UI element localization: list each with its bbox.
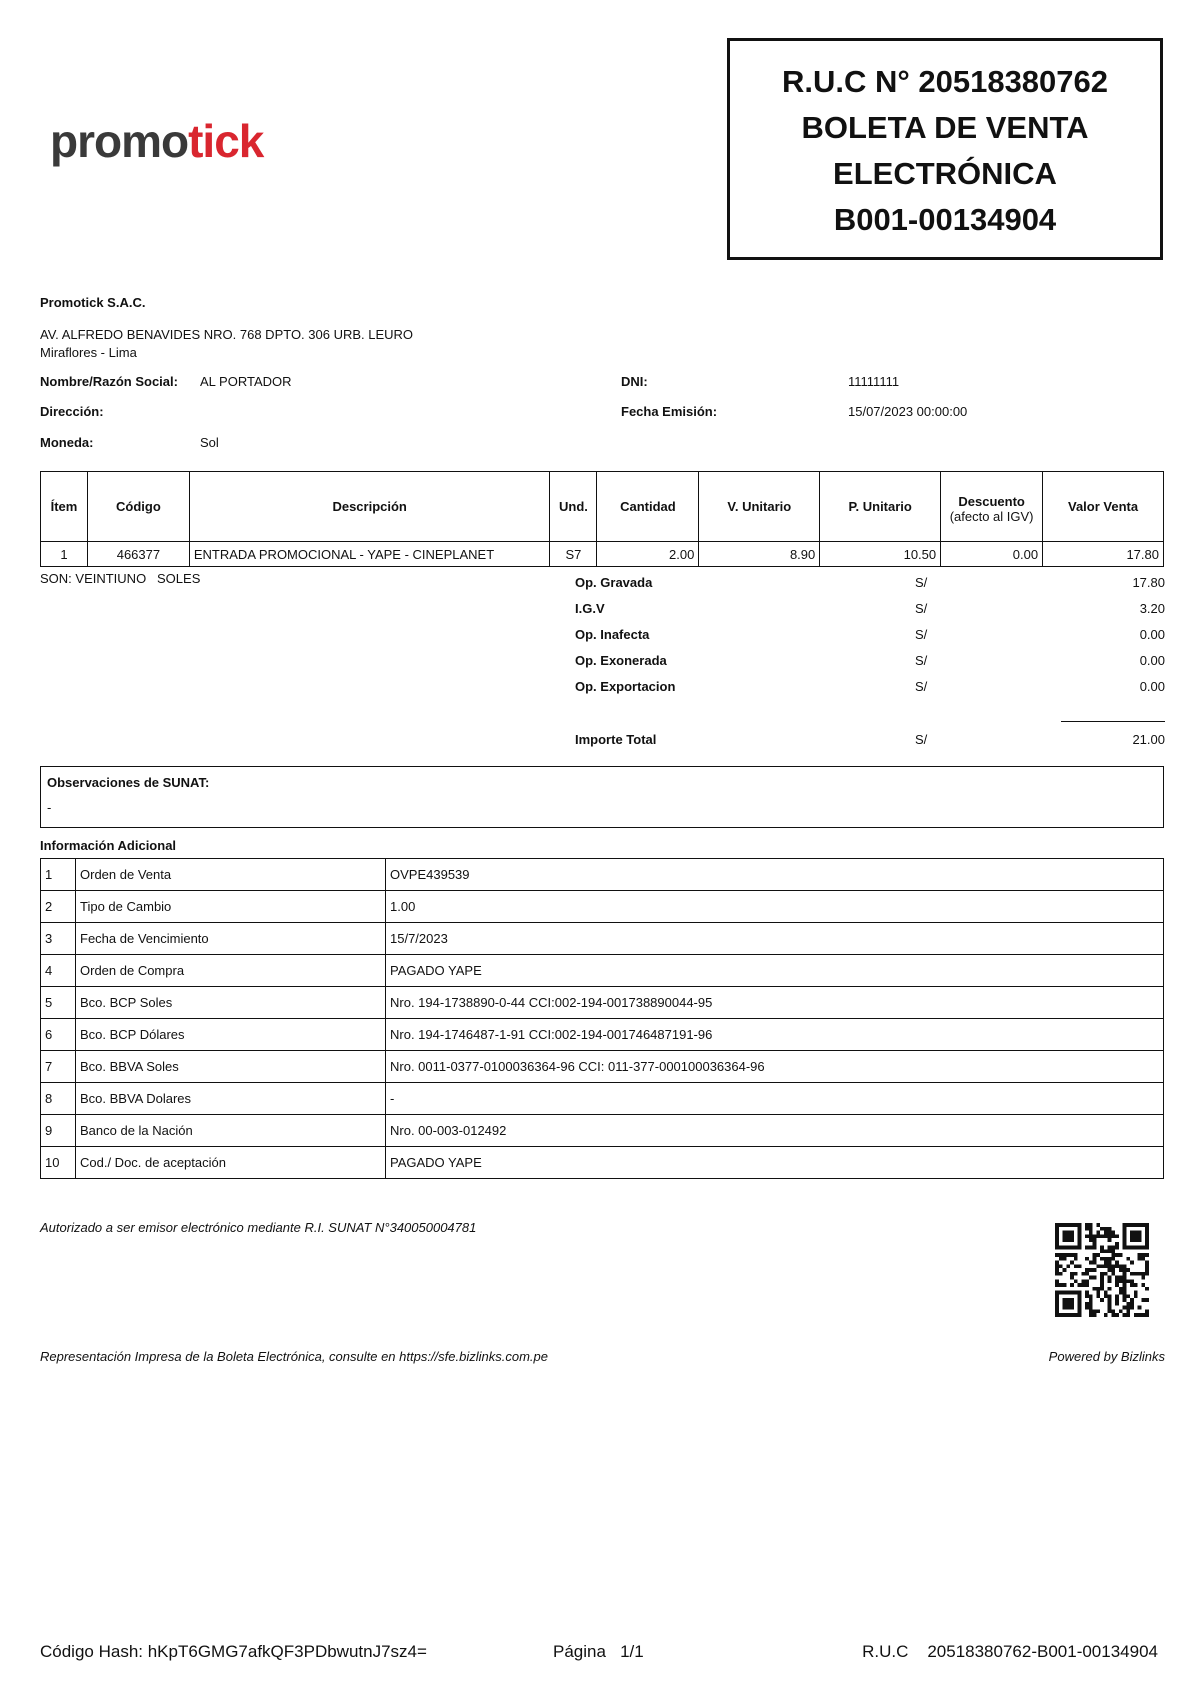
info-value: PAGADO YAPE (386, 1147, 1164, 1179)
total-amount-currency: S/ (915, 732, 928, 747)
promotick-logo (50, 115, 264, 167)
table-row (41, 1083, 1164, 1115)
total-value: 3.20 (1139, 601, 1165, 616)
currency-label: Moneda: (40, 435, 94, 450)
issuer-name: Promotick S.A.C. (40, 295, 146, 310)
total-row-op-gravada (575, 575, 1165, 597)
total-currency: S/ (915, 601, 928, 616)
info-num: 2 (41, 891, 76, 923)
total-value: 17.80 (1132, 575, 1165, 590)
total-label: I.G.V (575, 601, 605, 616)
customer-name-label: Nombre/Razón Social: (40, 374, 178, 389)
issuer-address-1: AV. ALFREDO BENAVIDES NRO. 768 DPTO. 306 URB. LEURO (40, 327, 414, 342)
col-header-discount (941, 472, 1043, 542)
info-value: Nro. 0011-0377-0100036364-96 CCI: 011-377-000100036364-96 (386, 1051, 1164, 1083)
total-value: 0.00 (1139, 653, 1165, 668)
cell-unit-value: 8.90 (699, 542, 820, 567)
table-row (41, 1051, 1164, 1083)
info-label: Bco. BCP Soles (76, 987, 386, 1019)
col-header-item: Ítem (41, 472, 88, 542)
table-row (41, 1147, 1164, 1179)
info-num: 1 (41, 859, 76, 891)
doc-type-line-2: ELECTRÓNICA (833, 156, 1057, 191)
discount-header-label: Descuento (958, 494, 1025, 509)
powered-by: Powered by Bizlinks (1048, 1349, 1165, 1364)
info-label: Tipo de Cambio (76, 891, 386, 923)
doc-type-line-1: BOLETA DE VENTA (801, 110, 1089, 145)
info-value: - (386, 1083, 1164, 1115)
col-header-unit: Und. (550, 472, 597, 542)
observations-value: - (47, 800, 52, 815)
issuer-address-2: Miraflores - Lima (40, 345, 137, 360)
items-table (40, 471, 1164, 567)
total-label: Op. Gravada (575, 575, 653, 590)
info-value: 15/7/2023 (386, 923, 1164, 955)
address-label: Dirección: (40, 404, 104, 419)
footer-hash: Código Hash: hKpT6GMG7afkQF3PDbwutnJ7sz4= (40, 1642, 427, 1661)
total-value: 0.00 (1139, 627, 1165, 642)
info-label: Bco. BBVA Dolares (76, 1083, 386, 1115)
col-header-quantity: Cantidad (597, 472, 699, 542)
amount-in-words: SON: VEINTIUNO SOLES (40, 571, 201, 586)
observations-title: Observaciones de SUNAT: (47, 775, 210, 790)
ruc-box (727, 38, 1163, 260)
date-value: 15/07/2023 00:00:00 (848, 404, 968, 419)
cell-item: 1 (41, 542, 88, 567)
doc-number: B001-00134904 (833, 202, 1057, 237)
table-row (41, 1019, 1164, 1051)
total-row-op-inafecta (575, 627, 1165, 649)
info-num: 8 (41, 1083, 76, 1115)
info-num: 9 (41, 1115, 76, 1147)
currency-value: Sol (200, 435, 219, 450)
info-value: Nro. 194-1738890-0-44 CCI:002-194-001738890044-95 (386, 987, 1164, 1019)
representation-note: Representación Impresa de la Boleta Electrónica, consulte en https://sfe.bizlinks.com.pe (40, 1349, 548, 1364)
total-label: Op. Exportacion (575, 679, 676, 694)
info-num: 5 (41, 987, 76, 1019)
col-header-code: Código (87, 472, 189, 542)
col-header-description: Descripción (189, 472, 550, 542)
logo-text-part2: tick (188, 115, 264, 167)
info-num: 6 (41, 1019, 76, 1051)
table-row (41, 891, 1164, 923)
items-header-row (41, 472, 1164, 542)
table-row (41, 955, 1164, 987)
info-label: Orden de Venta (76, 859, 386, 891)
col-header-unit-price: P. Unitario (820, 472, 941, 542)
total-value: 0.00 (1139, 679, 1165, 694)
info-label: Cod./ Doc. de aceptación (76, 1147, 386, 1179)
cell-code: 466377 (87, 542, 189, 567)
total-label: Op. Exonerada (575, 653, 667, 668)
table-row (41, 542, 1164, 567)
col-header-sale-value: Valor Venta (1043, 472, 1164, 542)
col-header-unit-value: V. Unitario (699, 472, 820, 542)
date-label: Fecha Emisión: (621, 404, 718, 419)
total-row-op-exportacion (575, 679, 1165, 701)
total-row-igv (575, 601, 1165, 623)
info-num: 4 (41, 955, 76, 987)
footer-ruc: R.U.C 20518380762-B001-00134904 (862, 1642, 1158, 1661)
table-row (41, 859, 1164, 891)
sunat-observations-box (40, 766, 1164, 828)
cell-sale-value: 17.80 (1043, 542, 1164, 567)
total-currency: S/ (915, 627, 928, 642)
cell-description: ENTRADA PROMOCIONAL - YAPE - CINEPLANET (189, 542, 550, 567)
info-label: Fecha de Vencimiento (76, 923, 386, 955)
table-row (41, 923, 1164, 955)
info-value: Nro. 194-1746487-1-91 CCI:002-194-001746487191-96 (386, 1019, 1164, 1051)
total-currency: S/ (915, 575, 928, 590)
info-label: Bco. BBVA Soles (76, 1051, 386, 1083)
total-currency: S/ (915, 679, 928, 694)
info-num: 3 (41, 923, 76, 955)
customer-name-value: AL PORTADOR (200, 374, 292, 389)
info-value: OVPE439539 (386, 859, 1164, 891)
total-amount-label: Importe Total (575, 732, 657, 747)
info-label: Bco. BCP Dólares (76, 1019, 386, 1051)
info-value: Nro. 00-003-012492 (386, 1115, 1164, 1147)
total-row-op-exonerada (575, 653, 1165, 675)
cell-unit-price: 10.50 (820, 542, 941, 567)
discount-header-sub: (afecto al IGV) (949, 509, 1034, 524)
table-row (41, 987, 1164, 1019)
info-label: Banco de la Nación (76, 1115, 386, 1147)
total-currency: S/ (915, 653, 928, 668)
additional-info-title: Información Adicional (40, 838, 177, 853)
dni-value: 11111111 (848, 374, 900, 389)
info-value: 1.00 (386, 891, 1164, 923)
total-row-importe-total (575, 732, 1165, 754)
info-num: 7 (41, 1051, 76, 1083)
info-num: 10 (41, 1147, 76, 1179)
table-row (41, 1115, 1164, 1147)
total-label: Op. Inafecta (575, 627, 650, 642)
ruc-line: R.U.C N° 20518380762 (781, 64, 1109, 99)
total-amount-value: 21.00 (1132, 732, 1165, 747)
info-value: PAGADO YAPE (386, 955, 1164, 987)
additional-info-table (40, 858, 1164, 1179)
total-divider (1061, 721, 1165, 722)
footer-page: Página 1/1 (553, 1642, 644, 1661)
authorization-note: Autorizado a ser emisor electrónico mediante R.I. SUNAT N°340050004781 (40, 1220, 477, 1235)
cell-quantity: 2.00 (597, 542, 699, 567)
qr-code-icon (1055, 1223, 1149, 1322)
info-label: Orden de Compra (76, 955, 386, 987)
dni-label: DNI: (621, 374, 648, 389)
cell-unit: S7 (550, 542, 597, 567)
cell-discount: 0.00 (941, 542, 1043, 567)
logo-text-part1: promo (50, 115, 189, 167)
